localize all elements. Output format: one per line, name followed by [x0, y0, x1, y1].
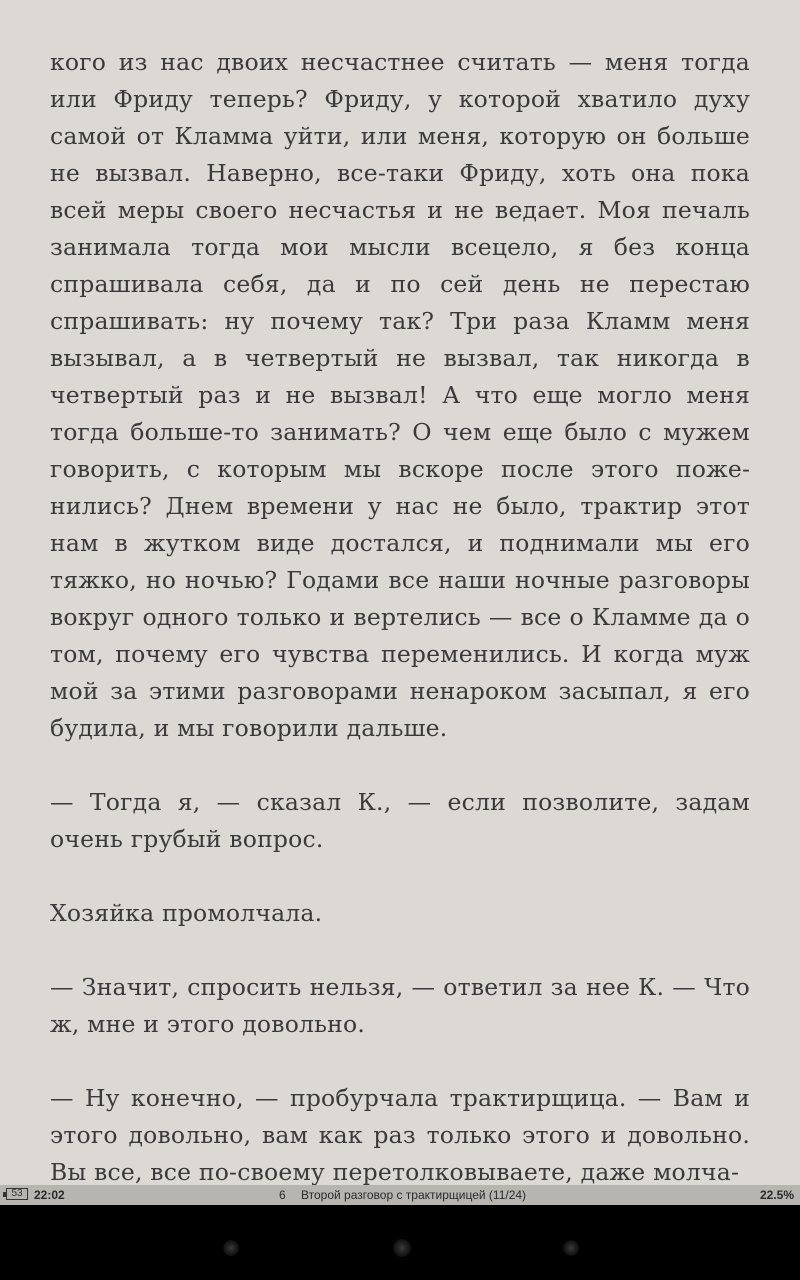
- paragraph: — Значит, спросить нельзя, — ответил за нее К. — Что ж, мне и этого довольно.: [50, 973, 750, 1038]
- paragraph: Хозяйка промолчала.: [50, 899, 323, 927]
- recent-apps-icon[interactable]: [563, 1240, 579, 1256]
- paragraph: — Ну конечно, — пробурчала трактирщица. — Вам и этого довольно, вам как раз только этого и довольно. Вы все, все по-своему перетолковываете, даже молча-: [50, 1084, 750, 1185]
- paragraph: — Тогда я, — сказал К., — если позволите, задам очень грубый вопрос.: [50, 788, 750, 853]
- clock: 22:02: [34, 1188, 65, 1202]
- home-icon[interactable]: [393, 1239, 411, 1257]
- back-icon[interactable]: [223, 1240, 239, 1256]
- chapter-title: Второй разговор с трактирщицей (11/24): [301, 1188, 527, 1202]
- paragraph: кого из нас двоих несчастнее считать — меня тогда или Фриду теперь? Фриду, у которой хватило духу самой от Кламма уйти, или меня, которую он больше не вызвал. Наверно, все-таки Фриду, хоть она пока всей меры своего несчастья и не ведает. Моя печаль занимала тогда мои мысли всецело, я без конца спрашивала себя, да и по сей день не перестаю спрашивать: ну почему так? Три раза Кламм меня вызывал, а в четвертый не вызвал, так никогда в четвертый раз и не вызвал! А что еще могло меня тогда больше-то занимать? О чем еще было с мужем говорить, с которым мы вскоре после этого поженились? Днем времени у нас не было, трактир этот нам в жутком виде достался, и поднимали мы его тяжко, но ночью? Годами все наши ночные разговоры вокруг одного только и вертелись — все о Кламме да о том, почему его чувства переменились. И когда муж мой за этими разговорами ненароком засыпал, я его будила, и мы говорили дальше.: [50, 48, 750, 742]
- battery-icon: 53: [6, 1188, 28, 1200]
- book-text: [50, 44, 750, 1185]
- page-number: 6: [279, 1188, 286, 1202]
- system-nav-bar: [0, 1205, 800, 1280]
- reading-progress: 22.5%: [759, 1188, 794, 1202]
- reader-status-bar: [0, 1185, 800, 1205]
